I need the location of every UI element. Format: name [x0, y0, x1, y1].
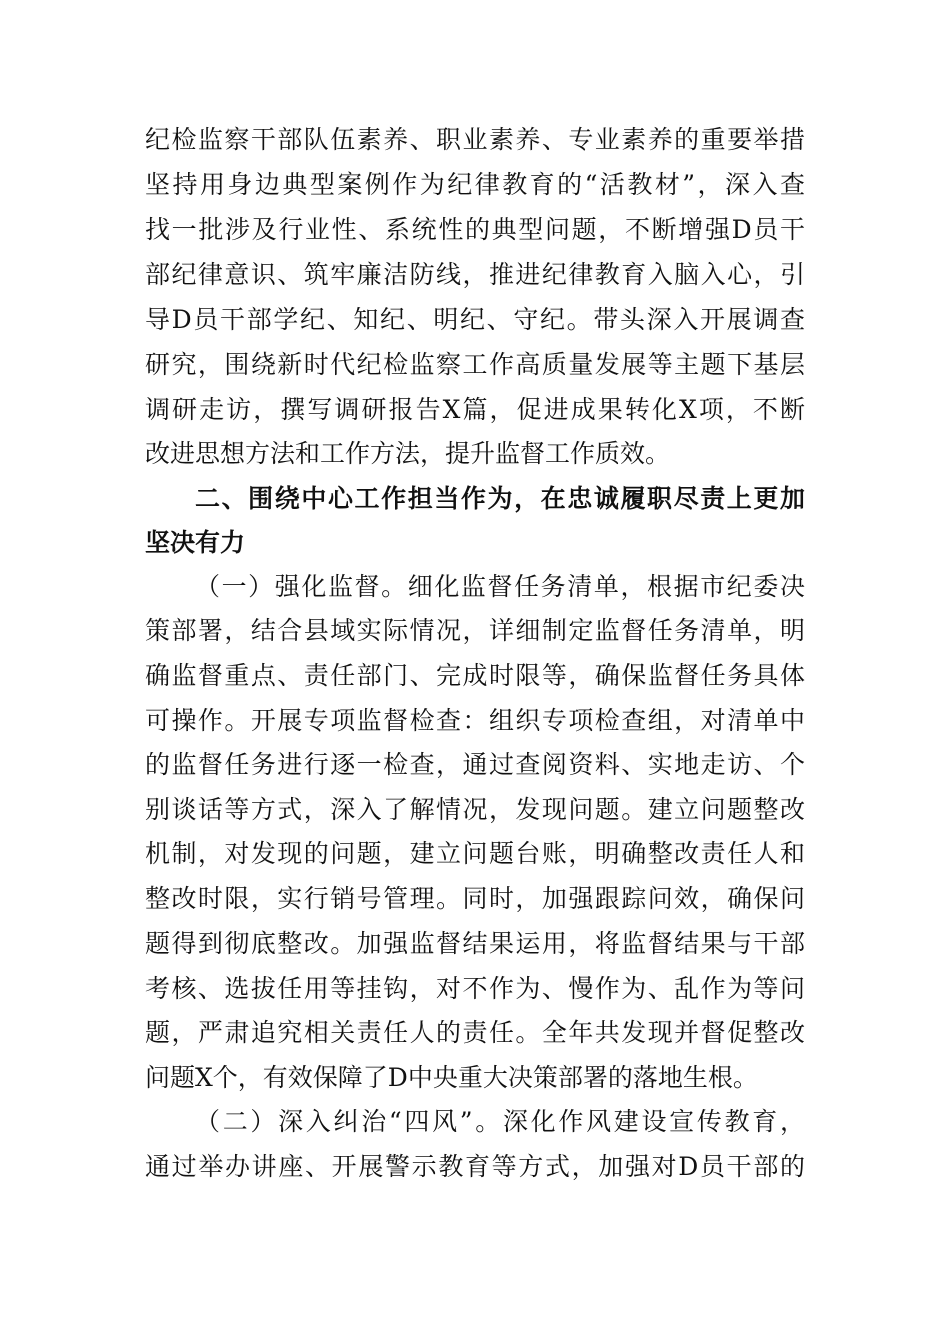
paragraph-line: 题得到彻底整改。加强监督结果运用，将监督结果与干部	[145, 929, 805, 958]
paragraph-line: 整改时限，实行销号管理。同时，加强跟踪问效，确保问	[145, 884, 805, 913]
paragraph-line: 可操作。开展专项监督检查：组织专项检查组，对清单中	[145, 706, 805, 735]
paragraph-line: 导D员干部学纪、知纪、明纪、守纪。带头深入开展调查	[145, 305, 805, 334]
section-heading: 坚决有力	[145, 528, 246, 557]
paragraph-line: 别谈话等方式，深入了解情况，发现问题。建立问题整改	[145, 795, 805, 824]
paragraph-line: 找一批涉及行业性、系统性的典型问题，不断增强D员干	[145, 215, 805, 244]
paragraph-line: 通过举办讲座、开展警示教育等方式，加强对D员干部的	[145, 1152, 805, 1181]
paragraph-line: 策部署，结合县域实际情况，详细制定监督任务清单，明	[145, 616, 805, 645]
paragraph-line: （一）强化监督。细化监督任务清单，根据市纪委决	[195, 572, 805, 601]
paragraph-line: 考核、选拔任用等挂钩，对不作为、慢作为、乱作为等问	[145, 974, 805, 1003]
paragraph-line: （二）深入纠治“四风”。深化作风建设宣传教育，	[195, 1107, 805, 1136]
paragraph-line: 题，严肃追究相关责任人的责任。全年共发现并督促整改	[145, 1018, 805, 1047]
paragraph-line: 研究，围绕新时代纪检监察工作高质量发展等主题下基层	[145, 350, 805, 379]
paragraph-line: 坚持用身边典型案例作为纪律教育的“活教材”，深入查	[145, 170, 805, 199]
section-heading: 二、围绕中心工作担当作为，在忠诚履职尽责上更加	[195, 484, 805, 513]
paragraph-line: 确监督重点、责任部门、完成时限等，确保监督任务具体	[145, 661, 805, 690]
paragraph-line: 问题X个，有效保障了D中央重大决策部署的落地生根。	[145, 1063, 758, 1092]
paragraph-line: 改进思想方法和工作方法，提升监督工作质效。	[145, 439, 671, 468]
paragraph-line: 纪检监察干部队伍素养、职业素养、专业素养的重要举措	[145, 125, 805, 154]
paragraph-line: 部纪律意识、筑牢廉洁防线，推进纪律教育入脑入心，引	[145, 260, 805, 289]
paragraph-line: 机制，对发现的问题，建立问题台账，明确整改责任人和	[145, 839, 805, 868]
paragraph-line: 的监督任务进行逐一检查，通过查阅资料、实地走访、个	[145, 750, 805, 779]
paragraph-line: 调研走访，撰写调研报告X篇，促进成果转化X项，不断	[145, 395, 805, 424]
